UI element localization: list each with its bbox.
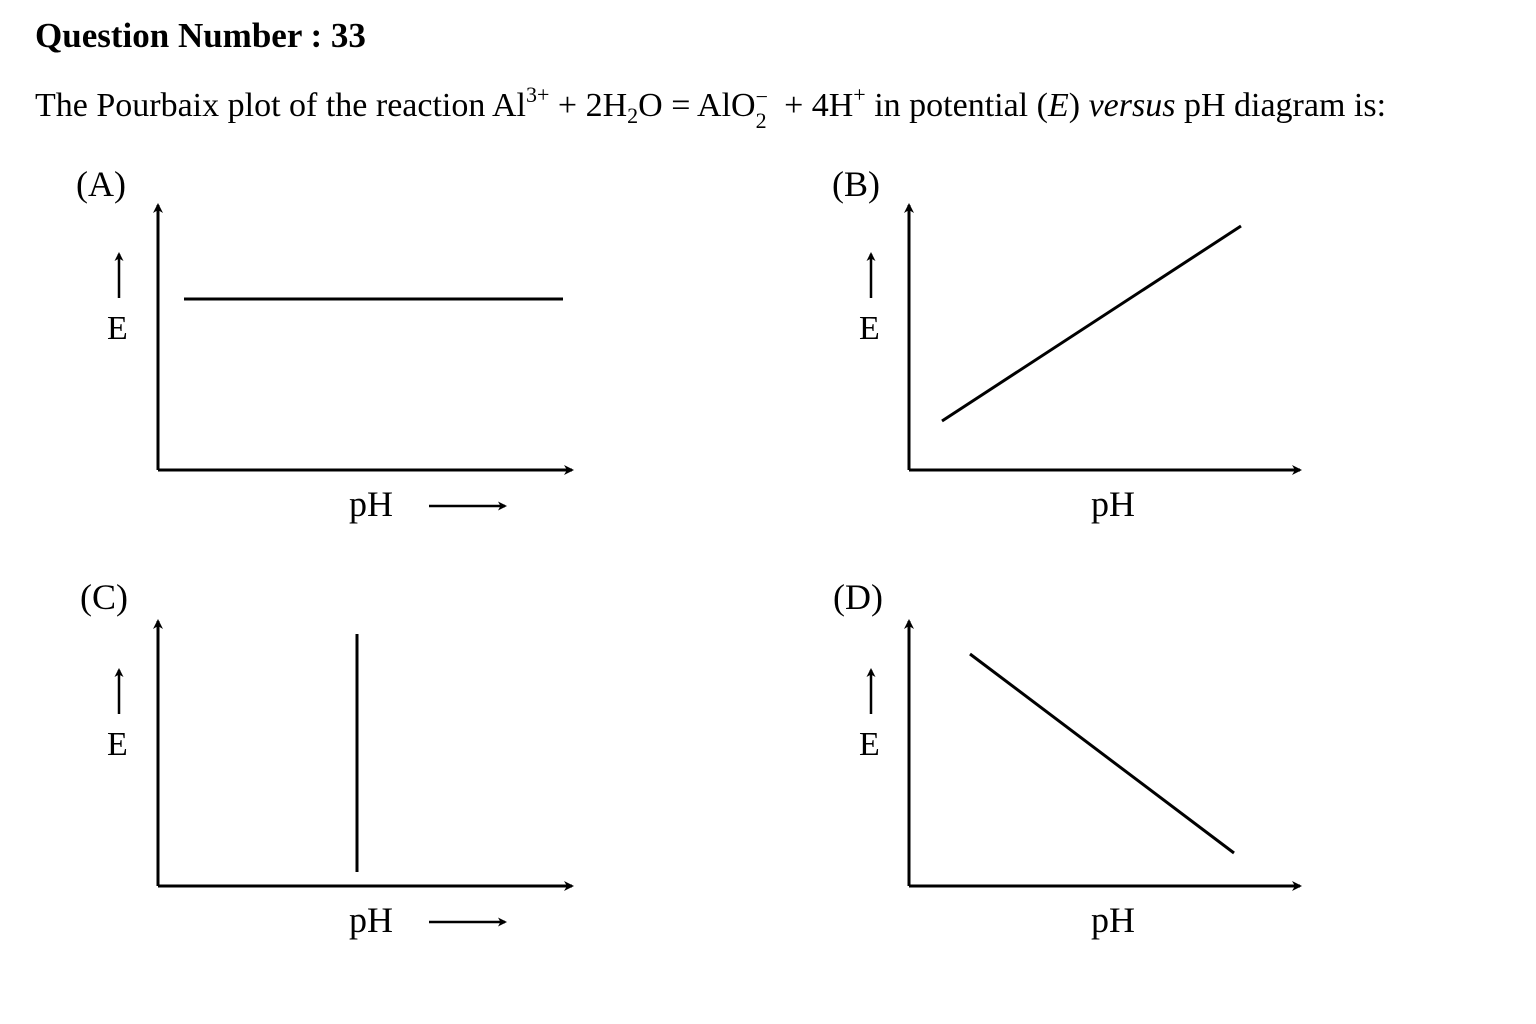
- stem-subscript: 2: [627, 103, 639, 128]
- stem-superscript: +: [853, 82, 866, 107]
- x-axis-label: pH: [349, 484, 393, 524]
- stem-text: ): [1068, 87, 1089, 124]
- option-d[interactable]: [833, 577, 1300, 940]
- y-axis-label: E: [859, 726, 880, 763]
- x-axis-label: pH: [1091, 900, 1135, 940]
- stem-text: O = AlO: [638, 87, 756, 124]
- stem-text: The Pourbaix plot of the reaction Al: [35, 87, 526, 124]
- plot-line: [970, 654, 1234, 853]
- stem-subscript: 2: [755, 108, 767, 133]
- stem-text: + 4H: [775, 87, 854, 124]
- question-number: Question Number : 33: [35, 16, 366, 55]
- y-axis-label: E: [859, 310, 880, 347]
- option-label: (D): [833, 577, 883, 617]
- stem-text: pH diagram is:: [1175, 87, 1387, 124]
- option-a[interactable]: [76, 164, 572, 524]
- stem-text: + 2H: [549, 87, 628, 124]
- y-axis-label: E: [107, 726, 128, 763]
- option-label: (A): [76, 164, 126, 204]
- plot-line: [942, 226, 1241, 421]
- option-label: (B): [832, 164, 880, 204]
- stem-italic: E: [1047, 87, 1069, 124]
- stem-superscript: −: [755, 84, 768, 109]
- stem-superscript: 3+: [526, 82, 550, 107]
- y-axis-label: E: [107, 310, 128, 347]
- option-c[interactable]: [80, 577, 572, 940]
- stem-text: in potential (: [865, 87, 1048, 124]
- option-b[interactable]: [832, 164, 1300, 524]
- x-axis-label: pH: [1091, 484, 1135, 524]
- stem-italic: versus: [1088, 87, 1176, 124]
- option-label: (C): [80, 577, 128, 617]
- x-axis-label: pH: [349, 900, 393, 940]
